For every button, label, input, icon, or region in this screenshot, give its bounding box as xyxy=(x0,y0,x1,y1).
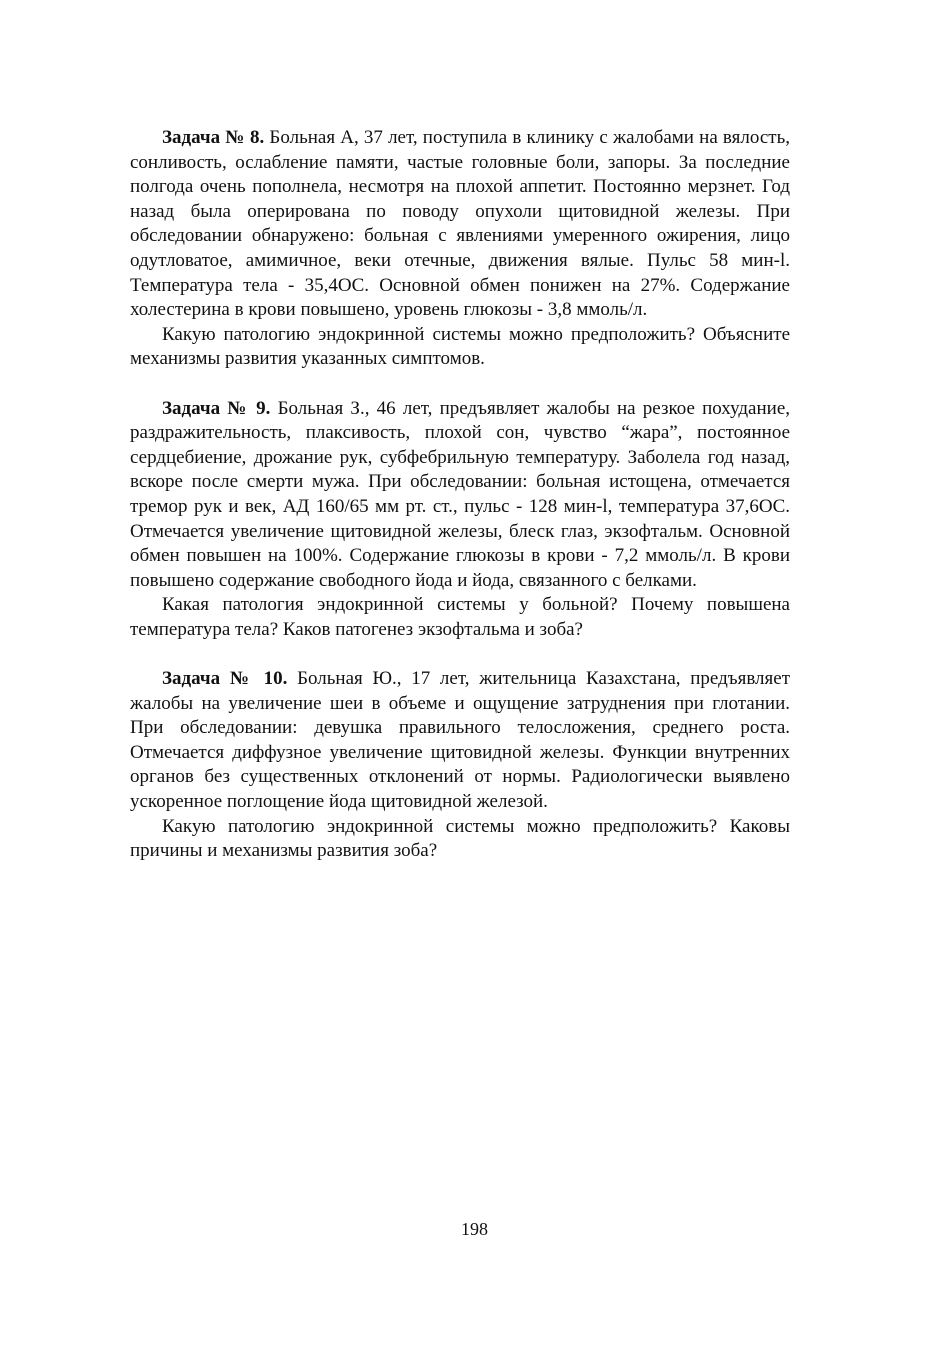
task-8-question: Какую патологию эндокринной системы можно предположить? Объясните механизмы развития указанных симптомов. xyxy=(130,323,790,370)
task-8-heading: Задача № 8. xyxy=(162,127,265,148)
task-10-question: Какую патологию эндокринной системы можно предположить? Каковы причины и механизмы развития зоба? xyxy=(130,815,790,862)
task-9-heading: Задача № 9. xyxy=(162,397,271,419)
task-10-statement xyxy=(130,667,790,815)
task-9-body: Больная З., 46 лет, предъявляет жалобы на резкое похудание, раздражительность, плаксивость, плохой сон, чувство “жара”, постоянное сердцебиение, дрожание рук, субфебрильную температуру. Заболела год назад, вскоре после смерти мужа. При обследовании: больная истощена, отмечается тремор рук и век, АД 160/65 мм рт. ст., пульс - 128 мин-l, температура 37,6OC. Отмечается увеличение щитовидной железы, блеск глаз, экзофтальм. Основной обмен повышен на 100%. Содержание глюкозы в крови - 7,2 ммоль/л. В крови повышено содержание свободного йода и йода, связанного с белками. xyxy=(130,397,791,591)
task-8-statement xyxy=(130,126,790,323)
task-9 xyxy=(130,397,790,643)
task-9-statement xyxy=(130,397,790,594)
task-9-question: Какая патология эндокринной системы у больной? Почему повышена температура тела? Каков патогенез экзофтальма и зоба? xyxy=(130,594,790,640)
task-10 xyxy=(130,667,790,864)
page-number: 198 xyxy=(461,1219,488,1239)
document-page xyxy=(130,126,790,888)
task-10-heading: Задача № 10. xyxy=(162,668,288,690)
task-8 xyxy=(130,126,790,372)
task-8-body: Больная А, 37 лет, поступила в клинику с жалобами на вялость, сонливость, ослабление памяти, частые головные боли, запоры. За последние полгода очень пополнела, несмотря на плохой аппетит. Постоянно мерзнет. Год назад была оперирована по поводу опухоли щитовидной железы. При обследовании обнаружено: больная с явлениями умеренного ожирения, лицо одутловатое, амимичное, веки отечные, движения вялые. Пульс 58 мин-l. Температура тела - 35,4OC. Основной обмен понижен на 27%. Содержание холестерина в крови повышено, уровень глюкозы - 3,8 ммоль/л. xyxy=(130,127,791,321)
task-10-body: Больная Ю., 17 лет, жительница Казахстана, предъявляет жалобы на увеличение шеи в объеме и ощущение затруднения при глотании. При обследовании: девушка правильного телосложения, среднего роста. Отмечается диффузное увеличение щитовидной железы. Функции внутренних органов без существенных отклонений от нормы. Радиологически выявлено ускоренное поглощение йода щитовидной железой. xyxy=(130,668,791,813)
